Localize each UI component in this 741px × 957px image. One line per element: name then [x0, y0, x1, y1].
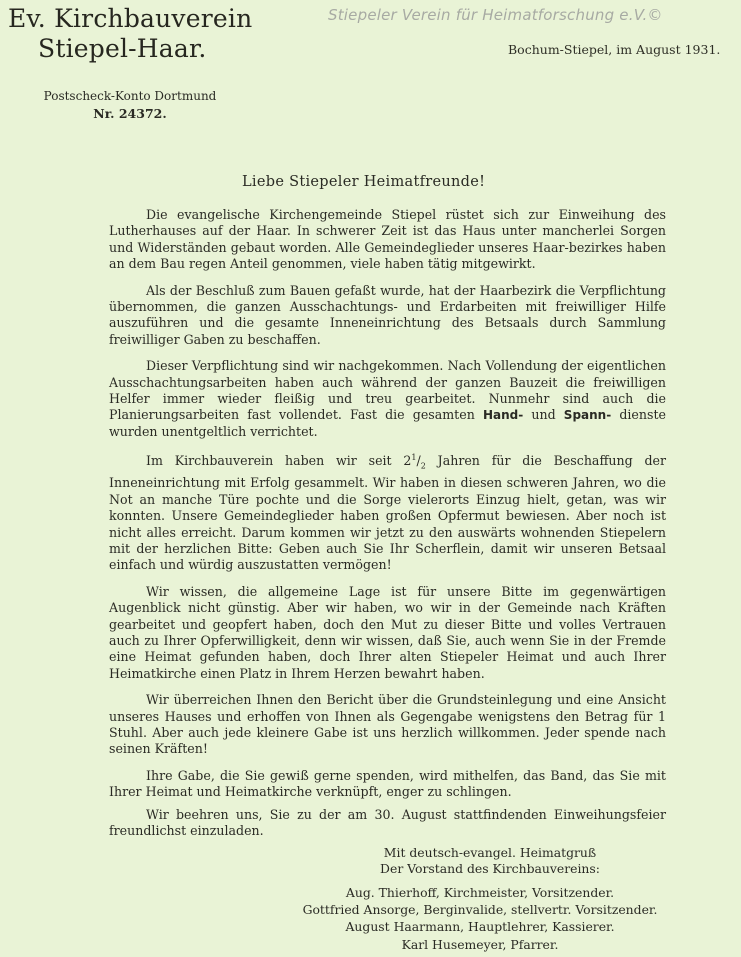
- account-label: Postscheck-Konto Dortmund: [43, 89, 217, 103]
- board-line: Der Vorstand des Kirchbauvereins:: [380, 861, 600, 877]
- signer-3: August Haarmann, Hauptlehrer, Kassierer.: [345, 919, 615, 935]
- signer-2: Gottfried Ansorge, Berginvalide, stellvertr. Vorsitzender.: [302, 902, 658, 918]
- bank-account-block: [32, 88, 228, 122]
- copyright-watermark: Stiepeler Verein für Heimatforschung e.V.©: [328, 6, 663, 24]
- closing-salutation: Mit deutsch-evangel. Heimatgruß: [383, 845, 597, 860]
- paragraph-3: [109, 358, 666, 440]
- signer-list: [280, 884, 680, 953]
- paragraph-8: Wir beehren uns, Sie zu der am 30. August stattfindenden Einweihungsfeier freundlichst einzuladen.: [109, 806, 666, 839]
- paragraph-2: Als der Beschluß zum Bauen gefaßt wurde, hat der Haarbezirk die Verpflichtung übernommen, die ganzen Ausschachtungs- und Erdarbeiten mit freiwilliger Hilfe auszuführen und die gesamte Inneneinrichtung des Betsaals durch Sammlung freiwilliger Gaben zu beschaffen.: [109, 282, 666, 347]
- closing-block: [330, 845, 650, 877]
- paragraph-4: Im Kirchbauverein haben wir seit $2^1/_2$ Jahren für die Beschaffung der Inneneinrichtung mit Erfolg gesammelt. Wir haben in diesen schweren Jahren, wo die Not an manche Türe pochte und die Sorge vielerorts Einzug hielt, getan, was wir konnten. Unsere Gemeindeglieder haben großen Opfermut bewiesen. Aber noch ist nicht alles erreicht. Darum kommen wir jetzt zu den auswärts wohnenden Stiepelern mit der herzlichen Bitte: Geben auch Sie Ihr Scherflein, damit wir unseren Betsaal einfach und würdig auszustatten vermögen!: [109, 453, 666, 573]
- paragraph-6: Wir überreichen Ihnen den Bericht über die Grundsteinlegung und eine Ansicht unseres Hauses und erhoffen von Ihnen als Gegengabe wenigstens den Betrag für 1 Stuhl. Aber auch jede kleinere Gabe ist uns herzlich willkommen. Jeder spende nach seinen Kräften!: [109, 692, 666, 757]
- place-and-date: Bochum-Stiepel, im August 1931.: [508, 42, 721, 57]
- paragraph-1: Die evangelische Kirchengemeinde Stiepel rüstet sich zur Einweihung des Lutherhauses auf der Haar. In schwerer Zeit ist das Haus unter mancherlei Sorgen und Widerständen gebaut worden. Alle Gemeindeglieder unseres Haar-bezirkes haben an dem Bau regen Anteil genommen, viele haben tätig mitgewirkt.: [109, 207, 666, 272]
- fraction-denominator: 2: [420, 461, 426, 471]
- letter-body: [109, 207, 666, 850]
- organization-name: [8, 4, 252, 64]
- und-word: und: [531, 407, 556, 423]
- paragraph-4-rest: Jahren für die Beschaffung der Inneneinrichtung mit Erfolg gesammelt. Wir haben in diesen schweren Jahren, wo die Not an manche Türe pochte und die Sorge vielerorts Einzug hielt, getan, was wir konnten. Unsere Gemeindeglieder haben großen Opfermut bewiesen. Aber noch ist nicht alles erreicht. Darum kommen wir jetzt zu den auswärts wohnenden Stiepelern mit der herzlichen Bitte: Geben auch Sie Ihr Scherflein, damit wir unseren Betsaal einfach und würdig auszustatten vermögen!: [109, 453, 666, 573]
- account-number: Nr. 24372.: [93, 106, 167, 121]
- fraction-numerator: 1: [411, 453, 417, 463]
- organization-name-line2: Stiepel-Haar.: [38, 34, 207, 63]
- signer-4: Karl Husemeyer, Pfarrer.: [401, 936, 559, 952]
- spann-word: Spann-: [563, 408, 612, 423]
- paragraph-3-text: Dieser Verpflichtung sind wir nachgekommen. Nach Vollendung der eigentlichen Ausschachtungsarbeiten haben auch während der ganzen Bauzeit die freiwilligen Helfer immer wieder fleißig und treu gearbeitet. Nunmehr sind auch die Planierungsarbeiten fast vollendet. Fast die gesamten: [109, 358, 666, 423]
- paragraph-3-end: dienste wurden unentgeltlich verrichtet.: [109, 407, 666, 439]
- signer-1: Aug. Thierhoff, Kirchmeister, Vorsitzender.: [345, 885, 615, 900]
- letter-greeting: Liebe Stiepeler Heimatfreunde!: [242, 174, 486, 190]
- paragraph-5: Wir wissen, die allgemeine Lage ist für unsere Bitte im gegenwärtigen Augenblick nicht günstig. Aber wir haben, wo wir in der Gemeinde nach Kräften gearbeitet und geopfert haben, doch den Mut zu dieser Bitte und volles Vertrauen auch zu Ihrer Opferwilligkeit, denn wir wissen, daß Sie, auch wenn Sie in der Fremde eine Heimat gefunden haben, doch Ihrer alten Stiepeler Heimat und auch Ihrer Heimatkirche einen Platz in Ihrem Herzen bewahrt haben.: [109, 583, 666, 681]
- paragraph-4-start: Im Kirchbauverein haben wir seit 2: [146, 453, 412, 469]
- organization-name-line1: Ev. Kirchbauverein: [8, 4, 253, 33]
- paragraph-7: Ihre Gabe, die Sie gewiß gerne spenden, wird mithelfen, das Band, das Sie mit Ihrer Heimat und Heimatkirche verknüpft, enger zu schlingen.: [109, 767, 666, 800]
- hand-word: Hand-: [482, 408, 524, 423]
